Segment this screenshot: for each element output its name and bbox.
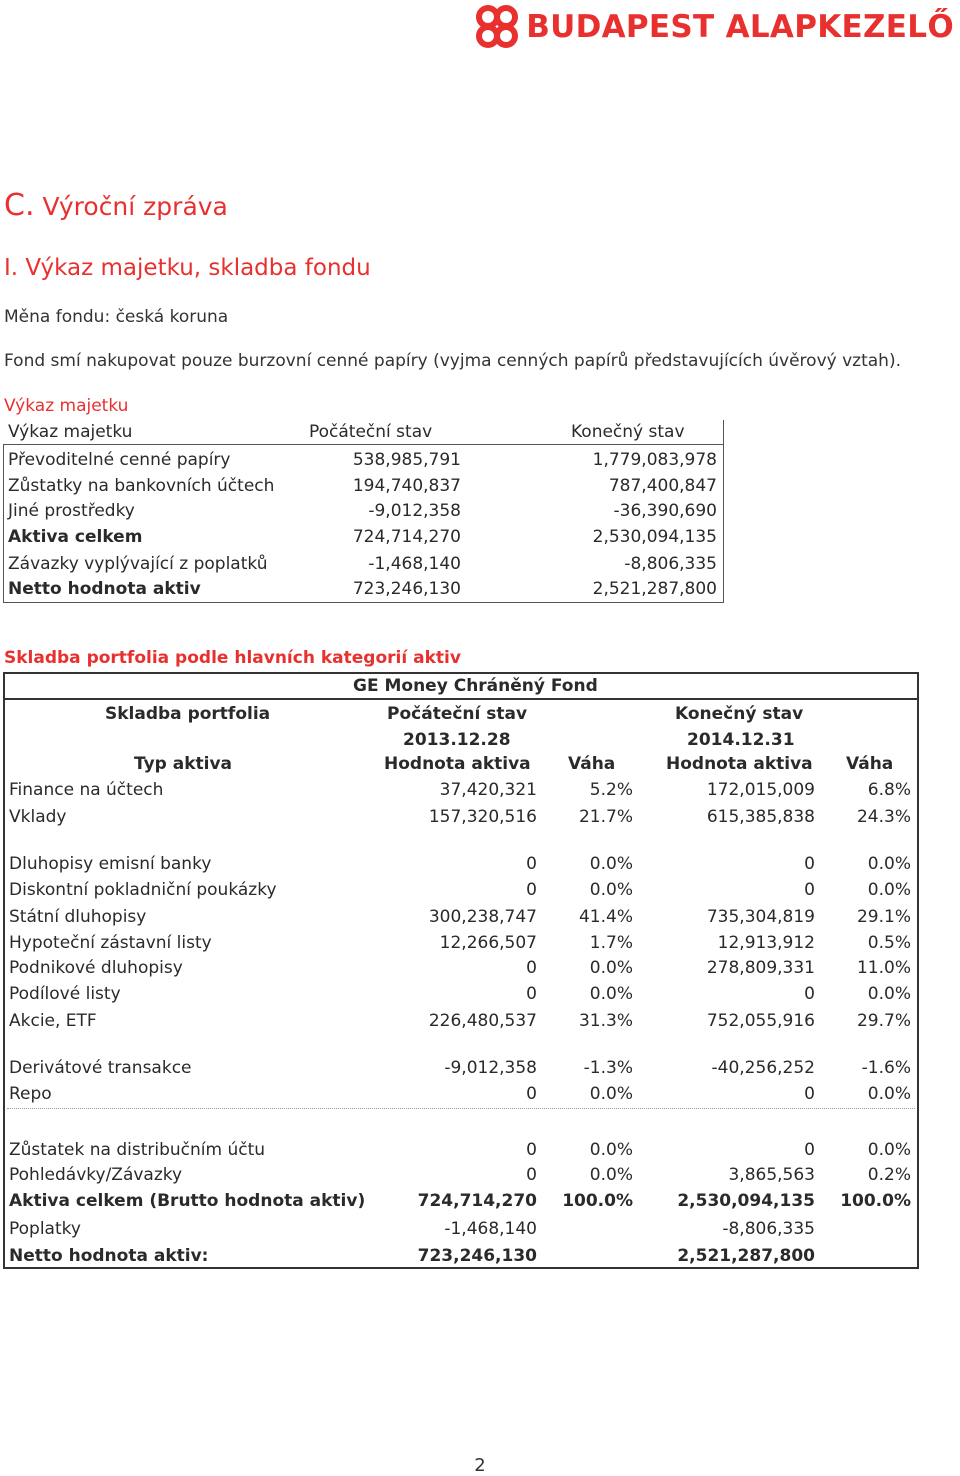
row-value-start: 157,320,516 [428,807,537,827]
row-start-value: 724,714,270 [352,527,461,547]
row-weight-end: 100.0% [840,1191,911,1211]
table-row [3,554,723,578]
row-value-end: 615,385,838 [706,807,815,827]
row-label: Pohledávky/Závazky [9,1165,183,1185]
row-end-value: 2,530,094,135 [592,527,717,547]
row-label: Zůstatky na bankovních účtech [8,476,275,496]
row-value-start: 0 [526,1165,537,1185]
row-label: Diskontní pokladniční poukázky [9,880,277,900]
row-start-value: -1,468,140 [368,554,461,574]
table-row [3,476,723,500]
row-weight-start: 0.0% [589,880,633,900]
section-letter: C. [4,188,35,223]
divider [7,1108,915,1109]
row-value-end: 735,304,819 [706,907,815,927]
row-end-value: 2,521,287,800 [592,579,717,599]
row-value-start: -1,468,140 [444,1219,537,1239]
row-start-value: 538,985,791 [352,450,461,470]
table-row [5,1191,917,1215]
row-label: Podílové listy [9,984,121,1004]
row-end-value: -36,390,690 [613,501,717,521]
row-value-end: 0 [804,1084,815,1104]
row-value-start: -9,012,358 [444,1058,537,1078]
row-weight-end: 0.0% [867,880,911,900]
table-row [5,958,917,982]
section-title: Výroční zpráva [42,192,228,221]
row-start-value: -9,012,358 [368,501,461,521]
row-label: Dluhopisy emisní banky [9,854,212,874]
table-row [3,501,723,525]
row-label: Státní dluhopisy [9,907,147,927]
header-type: Typ aktiva [134,754,233,774]
budapest-logo-icon [474,5,520,49]
header-value-end: Hodnota aktiva [666,754,813,774]
table-row [5,984,917,1008]
row-label: Závazky vyplývající z poplatků [8,554,268,574]
row-value-start: 723,246,130 [417,1246,537,1266]
table-header-row [3,422,723,446]
row-label: Hypoteční zástavní listy [9,933,212,953]
row-value-start: 0 [526,984,537,1004]
section-i-heading: I. Výkaz majetku, skladba fondu [4,255,371,281]
header-cell: Konečný stav [571,422,685,442]
table-row [5,1084,917,1108]
row-value-start: 226,480,537 [428,1011,537,1031]
row-weight-start: 0.0% [589,1140,633,1160]
row-value-start: 724,714,270 [417,1191,537,1211]
row-value-end: 0 [804,1140,815,1160]
header-weight-end: Váha [846,754,894,774]
row-weight-end: 29.1% [856,907,911,927]
row-label: Zůstatek na distribučním účtu [9,1140,266,1160]
brand-logo [474,6,954,48]
table-row [5,933,917,957]
row-end-value: 1,779,083,978 [592,450,717,470]
row-start-value: 723,246,130 [352,579,461,599]
row-label: Podnikové dluhopisy [9,958,183,978]
row-weight-start: 41.4% [578,907,633,927]
row-value-end: 278,809,331 [706,958,815,978]
row-label: Finance na účtech [9,780,164,800]
row-value-start: 0 [526,880,537,900]
table-row [5,907,917,931]
row-weight-start: 0.0% [589,854,633,874]
header-date-end: 2014.12.31 [687,730,795,750]
row-weight-end: 0.0% [867,1140,911,1160]
row-weight-start: 1.7% [589,933,633,953]
row-weight-start: -1.3% [583,1058,633,1078]
row-weight-end: 0.2% [867,1165,911,1185]
divider [5,698,917,700]
row-label: Převoditelné cenné papíry [8,450,231,470]
header-cell: Počáteční stav [309,422,433,442]
row-weight-start: 0.0% [589,958,633,978]
row-value-end: 752,055,916 [706,1011,815,1031]
row-value-start: 0 [526,958,537,978]
table-row [5,1246,917,1270]
row-weight-start: 0.0% [589,984,633,1004]
row-weight-start: 0.0% [589,1165,633,1185]
header-weight-start: Váha [568,754,616,774]
row-weight-start: 100.0% [562,1191,633,1211]
vykaz-caption: Výkaz majetku [4,396,129,416]
header-end: Konečný stav [675,704,804,724]
page-number: 2 [474,1455,486,1476]
row-weight-end: -1.6% [861,1058,911,1078]
row-label: Aktiva celkem [8,527,143,547]
row-weight-end: 0.0% [867,1084,911,1104]
table-row [5,1011,917,1035]
row-value-start: 0 [526,854,537,874]
table-row [5,807,917,831]
table-row [5,780,917,804]
table-row [5,1165,917,1189]
row-label: Vklady [9,807,67,827]
row-weight-end: 0.5% [867,933,911,953]
row-label: Poplatky [9,1219,81,1239]
table-row [5,1058,917,1082]
skladba-caption: Skladba portfolia podle hlavních kategorií aktiv [4,648,461,668]
row-value-start: 0 [526,1140,537,1160]
row-label: Aktiva celkem (Brutto hodnota aktiv) [9,1191,366,1211]
table-row [5,880,917,904]
skladba-portfolia-table [3,672,919,1269]
section-c-heading [4,188,228,223]
row-weight-start: 21.7% [578,807,633,827]
policy-line: Fond smí nakupovat pouze burzovní cenné papíry (vyjma cenných papírů představujících úvěrový vztah). [4,351,901,371]
row-label: Netto hodnota aktiv: [9,1246,209,1266]
table-row [5,1140,917,1164]
header-date-start: 2013.12.28 [403,730,511,750]
row-label: Netto hodnota aktiv [8,579,201,599]
row-weight-end: 24.3% [856,807,911,827]
table-row [5,1219,917,1243]
row-label: Derivátové transakce [9,1058,192,1078]
row-value-end: 3,865,563 [728,1165,815,1185]
row-value-end: -8,806,335 [722,1219,815,1239]
table-row [3,527,723,551]
row-label: Repo [9,1084,52,1104]
brand-logo-text: BUDAPEST ALAPKEZELŐ [526,9,954,45]
row-value-start: 12,266,507 [439,933,537,953]
row-weight-end: 6.8% [867,780,911,800]
row-weight-end: 0.0% [867,854,911,874]
currency-line: Měna fondu: česká koruna [4,307,229,327]
row-value-end: 0 [804,880,815,900]
table-row [3,579,723,603]
row-weight-start: 31.3% [578,1011,633,1031]
row-value-end: 0 [804,854,815,874]
row-value-start: 0 [526,1084,537,1104]
divider [3,444,723,445]
header-value-start: Hodnota aktiva [384,754,531,774]
row-label: Akcie, ETF [9,1011,97,1031]
row-weight-end: 0.0% [867,984,911,1004]
row-value-end: 12,913,912 [717,933,815,953]
row-weight-end: 29.7% [856,1011,911,1031]
row-weight-end: 11.0% [856,958,911,978]
row-value-start: 37,420,321 [439,780,537,800]
row-end-value: -8,806,335 [624,554,717,574]
row-value-start: 300,238,747 [428,907,537,927]
row-end-value: 787,400,847 [608,476,717,496]
table-row [3,450,723,474]
header-cell: Výkaz majetku [8,422,133,442]
table-row [5,854,917,878]
row-weight-start: 5.2% [589,780,633,800]
row-value-end: -40,256,252 [711,1058,815,1078]
row-weight-start: 0.0% [589,1084,633,1104]
vykaz-majetku-table [3,420,724,603]
row-value-end: 2,521,287,800 [677,1246,815,1266]
header-start: Počáteční stav [387,704,528,724]
row-value-end: 2,530,094,135 [677,1191,815,1211]
row-label: Jiné prostředky [8,501,135,521]
row-value-end: 172,015,009 [706,780,815,800]
row-value-end: 0 [804,984,815,1004]
row-start-value: 194,740,837 [352,476,461,496]
fund-name: GE Money Chráněný Fond [353,676,598,696]
header-portfolio: Skladba portfolia [105,704,271,724]
